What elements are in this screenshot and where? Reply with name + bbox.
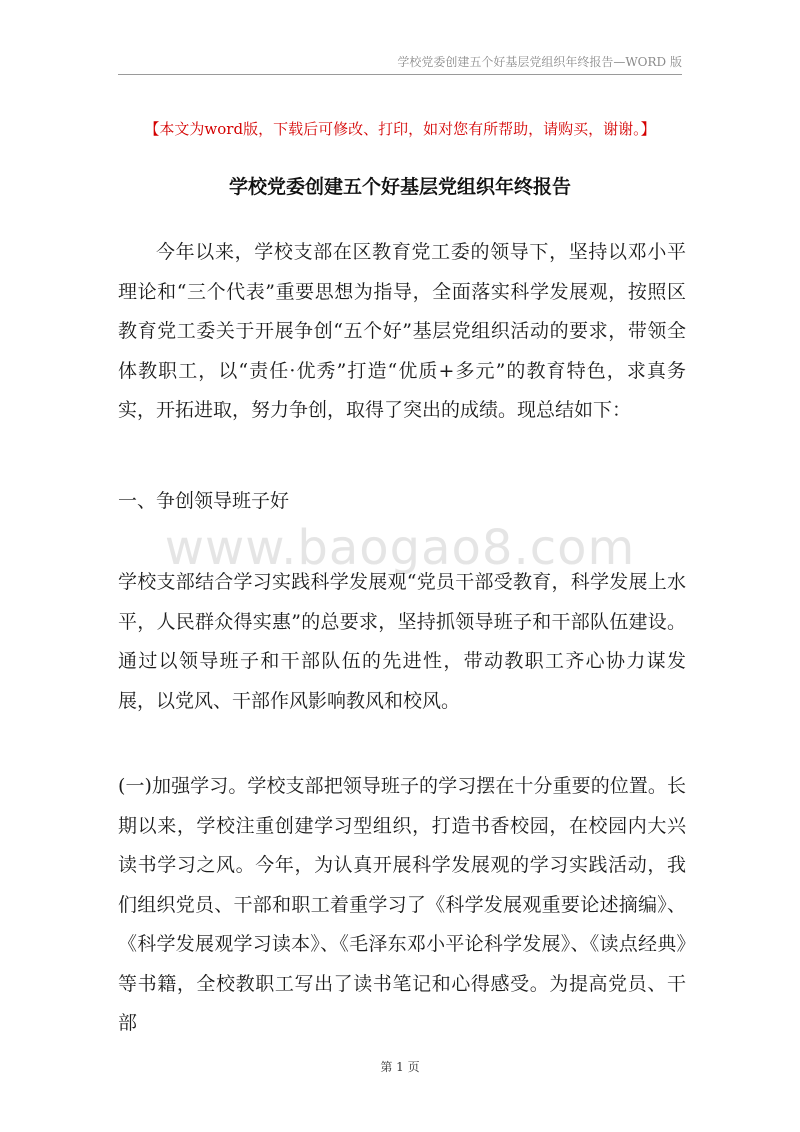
document-title: 学校党委创建五个好基层党组织年终报告 bbox=[228, 176, 571, 198]
running-header: 学校党委创建五个好基层党组织年终报告—WORD 版 bbox=[397, 55, 682, 69]
intro-paragraph: 今年以来，学校支部在区教育党工委的领导下，坚持以邓小平理论和“三个代表”重要思想为指导，全面落实科学发展观，按照区教育党工委关于开展争创“五个好”基层党组织活动的要求，带领全体教职工，以“责任·优秀”打造“优质+多元”的教育特色，求真务实，开拓进取，努力争创，取得了突出的成绩。现总结如下： bbox=[118, 241, 686, 421]
section-heading: 一、争创领导班子好 bbox=[118, 490, 290, 512]
body-paragraph-1: 学校支部结合学习实践科学发展观“党员干部受教育，科学发展上水平，人民群众得实惠”的总要求，坚持抓领导班子和干部队伍建设。通过以领导班子和干部队伍的先进性，带动教职工齐心协力谋发展，以党风、干部作风影响教风和校风。 bbox=[118, 571, 686, 712]
watermark: www.baogao8.com bbox=[164, 520, 636, 576]
download-notice: 【本文为word版，下载后可修改、打印，如对您有所帮助，请购买，谢谢。】 bbox=[144, 120, 656, 138]
header-divider bbox=[118, 74, 682, 75]
body-paragraph-2: (一)加强学习。学校支部把领导班子的学习摆在十分重要的位置。长期以来，学校注重创建学习型组织，打造书香校园，在校园内大兴读书学习之风。今年，为认真开展科学发展观的学习实践活动，我们组织党员、干部和职工着重学习了《科学发展观重要论述摘编》、《科学发展观学习读本》、《毛泽东邓小平论科学发展》、《读点经典》等书籍，全校教职工写出了读书笔记和心得感受。为提高党员、干部 bbox=[118, 775, 686, 1034]
page-number: 第 1 页 bbox=[380, 1060, 420, 1074]
